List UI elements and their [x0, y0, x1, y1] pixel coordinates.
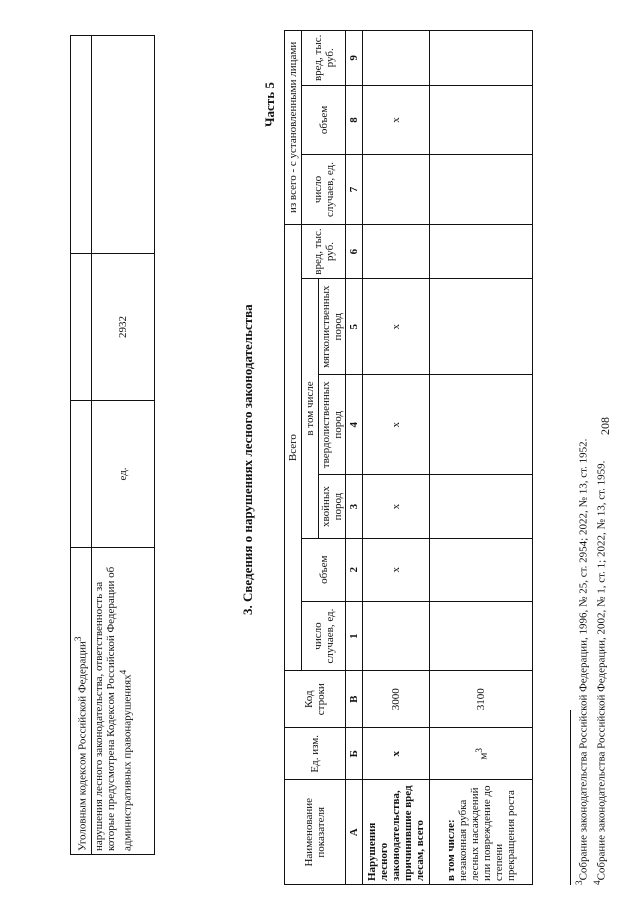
cell — [363, 224, 430, 279]
header-conifer: хвойных пород — [319, 475, 346, 538]
cell — [363, 155, 430, 225]
col-number: А — [346, 780, 363, 885]
row-code: 3000 — [363, 671, 430, 728]
footnote: $^3$Собрание законодательства Российской Федерации, 1996, № 25, ст. 2954; 2022, № 13, ст. 1952. — [574, 438, 590, 885]
header-damage: вред, тыс. руб. — [302, 224, 346, 279]
cell: x — [363, 475, 430, 538]
footnote-divider — [570, 710, 571, 885]
table-row — [430, 31, 533, 885]
cell — [430, 155, 533, 225]
cell — [363, 31, 430, 86]
col-number: В — [346, 671, 363, 728]
cell — [430, 31, 533, 86]
header-count2: число случаев, ед. — [302, 155, 346, 225]
cell — [430, 538, 533, 601]
header-row — [285, 31, 302, 885]
col-number: 8 — [346, 85, 363, 155]
footnotes — [573, 365, 608, 885]
header-including: в том числе — [302, 279, 319, 538]
col-number: 9 — [346, 31, 363, 86]
header-damage2: вред, тыс. руб. — [302, 31, 346, 86]
cell — [430, 601, 533, 671]
table-row — [71, 36, 92, 855]
cell — [430, 279, 533, 375]
col-number: 7 — [346, 155, 363, 225]
table-row — [92, 36, 155, 855]
cell — [430, 475, 533, 538]
row-unit: $м^3$ — [430, 728, 533, 780]
row-name: Нарушения лесного законодательства, причинившие вред лесам, всего — [363, 780, 430, 885]
row-unit: x — [363, 728, 430, 780]
cell — [430, 375, 533, 475]
continuation-top-left: Уголовным кодексом Российской Федерации$^3$ — [71, 548, 92, 855]
header-count: число случаев, ед. — [302, 601, 346, 671]
col-number: 5 — [346, 279, 363, 375]
header-of-total: из всего - с установленными лицами — [285, 31, 302, 225]
col-number: 3 — [346, 475, 363, 538]
header-volume: объем — [302, 538, 346, 601]
cell: x — [363, 279, 430, 375]
header-volume2: объем — [302, 85, 346, 155]
cell — [430, 85, 533, 155]
part-label: Часть 5 — [262, 82, 277, 127]
table-row — [363, 31, 430, 885]
continuation-row-unit: ед. — [92, 401, 155, 548]
column-number-row — [346, 31, 363, 885]
col-number: 6 — [346, 224, 363, 279]
footnote: $^4$Собрание законодательства Российской Федерации, 2002, № 1, ст. 1; 2022, № 13, ст. 1959. — [591, 460, 608, 885]
continuation-table — [70, 35, 155, 855]
continuation-row-name: нарушения лесного законодательства, ответственность за которые предусмотрена Кодексом Российской Федерации об административных правонарушениях$^4$ — [92, 548, 155, 855]
col-number: 4 — [346, 375, 363, 475]
header-total: Всего — [285, 224, 302, 671]
continuation-row-code: 2932 — [92, 254, 155, 401]
col-number: 2 — [346, 538, 363, 601]
cell — [430, 224, 533, 279]
row-code: 3100 — [430, 671, 533, 728]
header-unit: Ед. изм. — [285, 728, 346, 780]
page-number: 208 — [598, 417, 612, 435]
violations-table — [284, 30, 533, 885]
header-hardwood: твердолиственных пород — [319, 375, 346, 475]
cell: x — [363, 375, 430, 475]
header-name: Наименование показателя — [285, 780, 346, 885]
row-name: в том числе: незаконная рубка лесных насаждений или повреждение до степени прекращения роста — [430, 780, 533, 885]
section-title: 3. Сведения о нарушениях лесного законодательства — [240, 304, 255, 615]
header-code: Код строки — [285, 671, 346, 728]
col-number: 1 — [346, 601, 363, 671]
cell — [363, 601, 430, 671]
cell: x — [363, 538, 430, 601]
header-softwood: мягколиственных пород — [319, 279, 346, 375]
cell: x — [363, 85, 430, 155]
col-number: Б — [346, 728, 363, 780]
